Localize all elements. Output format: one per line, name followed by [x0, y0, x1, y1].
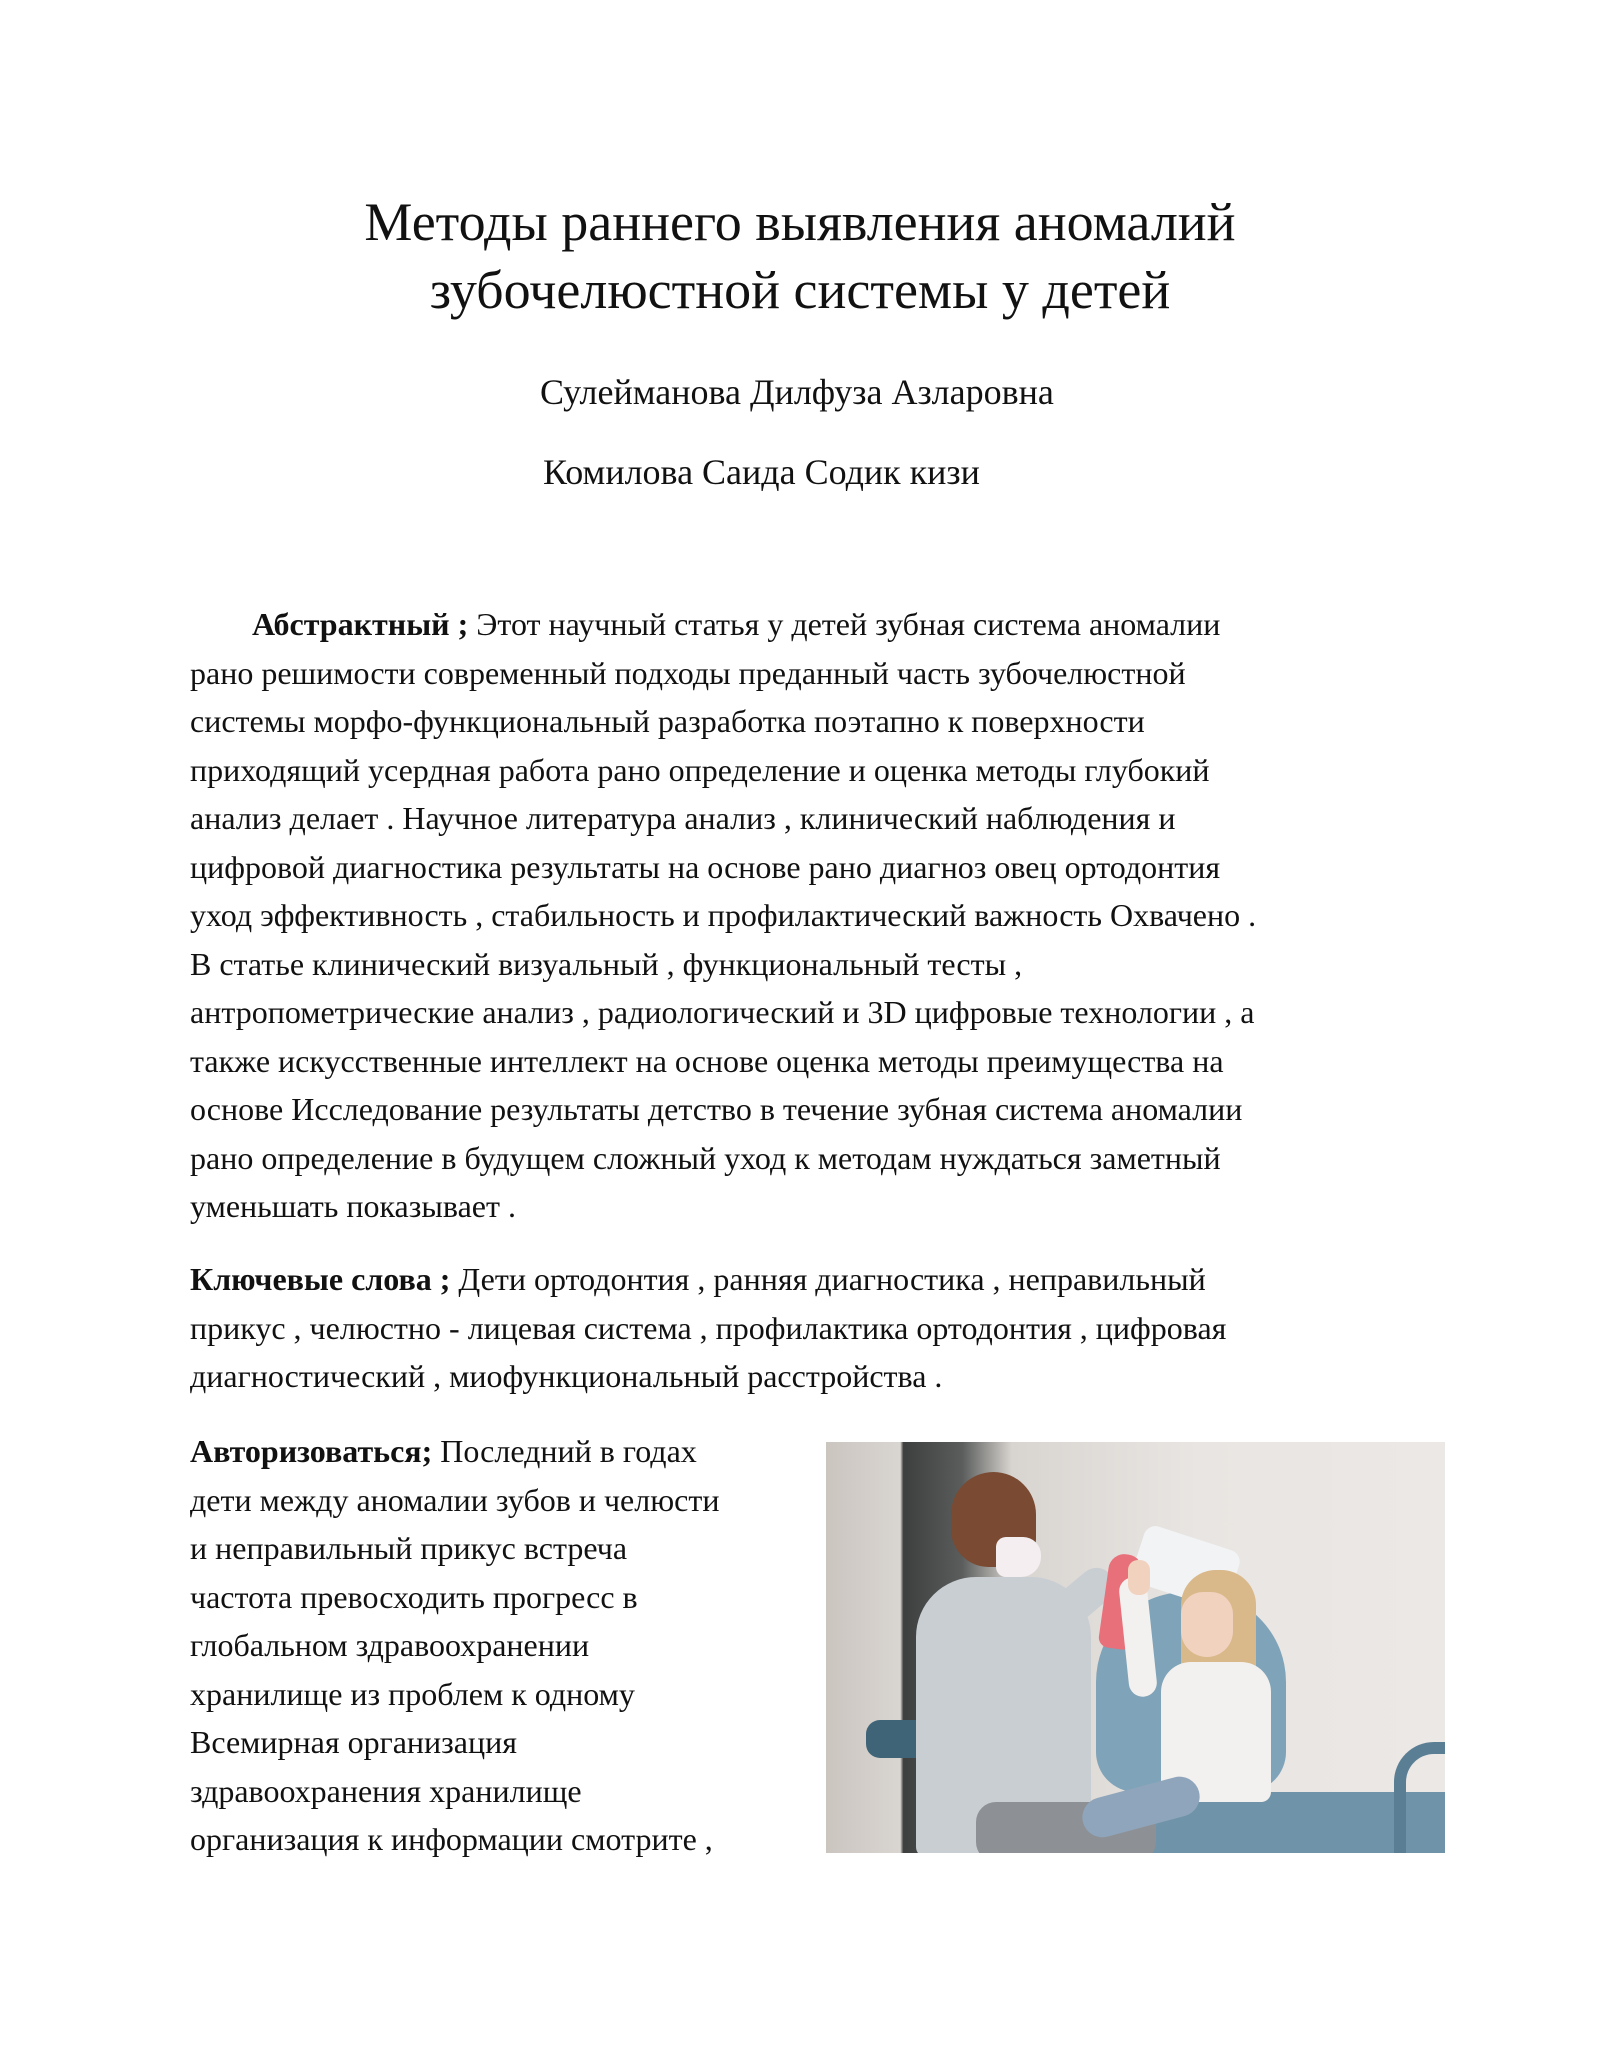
text-line: анализ делает . Научное литература анализ , клинический наблюдения и [190, 800, 1176, 836]
text-line: хранилище из проблем к одному [190, 1675, 635, 1712]
text-line: рано определение в будущем сложный уход к методам нуждаться заметный [190, 1139, 1221, 1176]
child-face [1181, 1592, 1233, 1657]
text-line: дети между аномалии зубов и челюсти [190, 1481, 720, 1518]
abstract-label: Абстрактный ; [252, 606, 469, 642]
title-line: зубочелюстной системы у детей [429, 260, 1171, 320]
text-line: частота превосходить прогресс в [190, 1578, 638, 1615]
dentist-child-photo [826, 1442, 1445, 1853]
text-line: Авторизоваться; Последний в годах [190, 1433, 697, 1469]
text-line: глобальном здравоохранении [190, 1627, 590, 1663]
abstract-paragraph [190, 600, 1430, 1231]
text-line: Абстрактный ; Этот научный статья у детей зубная система аномалии [252, 606, 1221, 642]
text-line: прикус , челюстно - лицевая система , профилактика ортодонтия , цифровая [190, 1309, 1227, 1346]
dental-chair-arm [1394, 1742, 1445, 1853]
text-line: рано решимости современный подходы преданный часть зубочелюстной [190, 654, 1186, 691]
text-line: и неправильный прикус встреча [190, 1530, 628, 1566]
author-name: Сулейманова Дилфуза Азларовна [540, 372, 1054, 412]
text-line: организация к информации смотрите , [190, 1821, 713, 1857]
text-line: Всемирная организация [190, 1724, 517, 1760]
dentist-mask [996, 1537, 1041, 1577]
text-line: приходящий усердная работа рано определение и оценка методы глубокий [190, 751, 1210, 788]
keywords-label: Ключевые слова ; [190, 1261, 451, 1297]
text-line: также искусственные интеллект на основе оценка методы преимущества на [190, 1042, 1224, 1079]
author-name: Комилова Саида Содик кизи [543, 452, 980, 492]
page-title [0, 188, 1600, 324]
child-hand [1128, 1560, 1150, 1595]
introduction-paragraph [190, 1427, 810, 1864]
introduction-label: Авторизоваться; [190, 1433, 433, 1469]
keywords-paragraph [190, 1255, 1430, 1401]
text-line: антропометрические анализ , радиологический и 3D цифровые технологии , а [190, 994, 1255, 1030]
text-line: основе Исследование результаты детство в течение зубная система аномалии [190, 1091, 1243, 1127]
title-line: Методы раннего выявления аномалий [364, 192, 1236, 252]
text-line: уменьшать показывает . [190, 1188, 516, 1224]
text-line: В статье клинический визуальный , функциональный тесты , [190, 945, 1023, 982]
text-line: цифровой диагностика результаты на основе рано диагноз овец ортодонтия [190, 848, 1221, 885]
text-line: Ключевые слова ; Дети ортодонтия , ранняя диагностика , неправильный [190, 1261, 1206, 1297]
text-line: здравоохранения хранилище [190, 1772, 582, 1809]
text-line: диагностический , миофункциональный расстройства . [190, 1358, 943, 1394]
text-line: уход эффективность , стабильность и профилактический важность Охвачено . [190, 897, 1257, 933]
text-line: системы морфо-функциональный разработка поэтапно к поверхности [190, 703, 1145, 739]
